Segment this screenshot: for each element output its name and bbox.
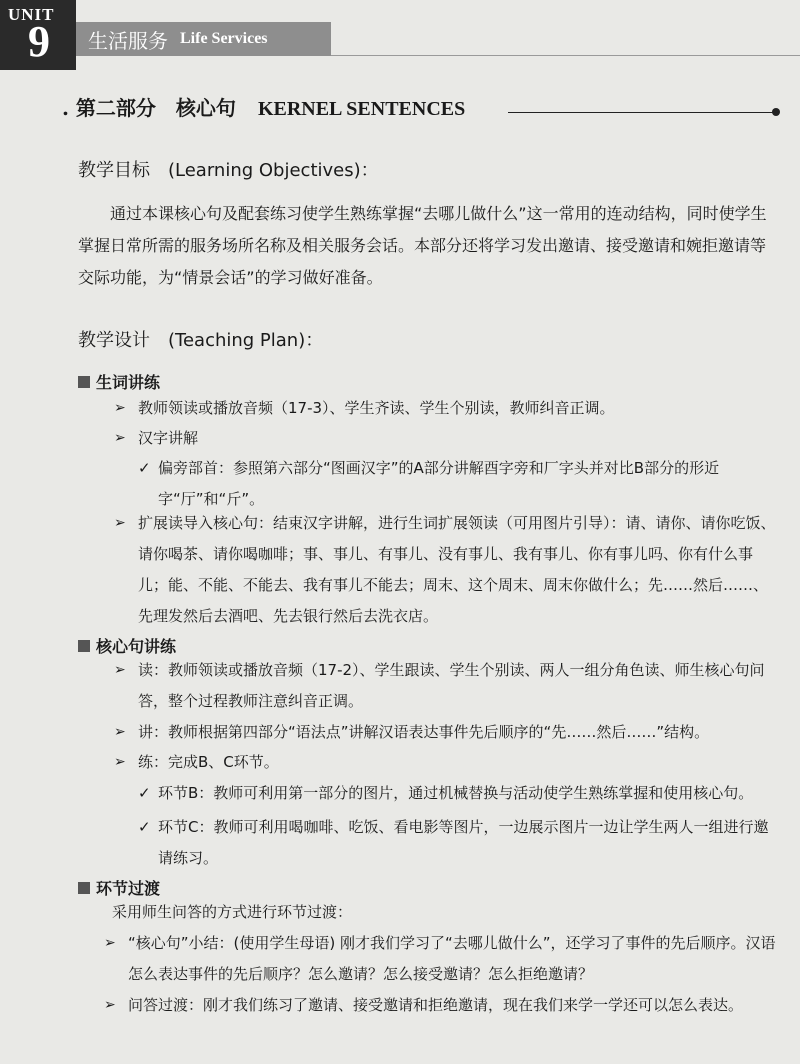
- list-item: [114, 393, 778, 424]
- list-item: [114, 508, 778, 632]
- header-divider: [331, 55, 800, 56]
- arrow-bullet-icon: ➢: [114, 430, 126, 446]
- transition-intro: 采用师生问答的方式进行环节过渡：: [112, 903, 353, 921]
- transition-bullet-1: “核心句”小结：(使用学生母语) 刚才我们学习了“去哪儿做什么”，还学习了事件的先后顺序。汉语怎么表达事件的先后顺序？怎么邀请？怎么接受邀请？怎么拒绝邀请？: [128, 934, 776, 983]
- kernel-bullet-2: 讲：教师根据第四部分“语法点”讲解汉语表达事件先后顺序的“先……然后……”结构。: [138, 723, 710, 741]
- list-item: [104, 990, 778, 1021]
- objectives-text: 通过本课核心句及配套练习使学生熟练掌握“去哪儿做什么”这一常用的连动结构，同时使学生掌握日常所需的服务场所名称及相关服务会话。本部分还将学习发出邀请、接受邀请和婉拒邀请等交际功能，为“情景会话”的学习做好准备。: [78, 204, 767, 287]
- plan-heading: 教学设计 (Teaching Plan)：: [78, 330, 324, 351]
- unit-number: 9: [28, 17, 50, 66]
- vocab-bullet-3: 扩展读导入核心句：结束汉字讲解，进行生词扩展领读（可用图片引导）：请、请你、请你吃饭、请你喝茶、请你喝咖啡；事、事儿、有事儿、没有事儿、我有事儿、你有事儿吗、你有什么事儿；能、不能、不能去、我有事儿不能去；周末、这个周末、周末你做什么；先……然后……、先理发然后去酒吧、先去银行然后去洗衣店。: [138, 514, 776, 625]
- vocab-heading-text: 生词讲练: [96, 373, 161, 392]
- square-bullet-icon: [78, 376, 90, 388]
- square-bullet-icon: [78, 640, 90, 652]
- vocab-check-1: 偏旁部首：参照第六部分“图画汉字”的A部分讲解酉字旁和厂字头并对比B部分的形近字“厅”和“斤”。: [158, 459, 720, 508]
- kernel-bullet-3: 练：完成B、C环节。: [138, 753, 279, 771]
- arrow-bullet-icon: ➢: [114, 724, 126, 740]
- objectives-heading: 教学目标 (Learning Objectives)：: [78, 160, 379, 181]
- checkmark-icon: ✓: [138, 818, 151, 836]
- list-item: [114, 423, 778, 454]
- arrow-bullet-icon: ➢: [114, 754, 126, 770]
- arrow-bullet-icon: ➢: [104, 997, 116, 1013]
- kernel-check-2: 环节C：教师可利用喝咖啡、吃饭、看电影等图片，一边展示图片一边让学生两人一组进行邀请练习。: [158, 818, 769, 867]
- chapter-band: [76, 22, 331, 56]
- arrow-bullet-icon: ➢: [114, 400, 126, 416]
- vocab-bullet-1: 教师领读或播放音频（17-3）、学生齐读、学生个别读，教师纠音正调。: [138, 399, 615, 417]
- list-item: [114, 717, 778, 748]
- kernel-heading-text: 核心句讲练: [96, 637, 177, 656]
- title-line-dot: [772, 108, 780, 116]
- list-item: [114, 747, 778, 778]
- square-bullet-icon: [78, 882, 90, 894]
- transition-heading-text: 环节过渡: [96, 879, 161, 898]
- section-title: [62, 92, 465, 121]
- checkmark-icon: ✓: [138, 459, 151, 477]
- list-item: [114, 655, 778, 717]
- checkmark-icon: ✓: [138, 784, 151, 802]
- chapter-title-en: Life Services: [180, 30, 268, 47]
- transition-bullet-2: 问答过渡：刚才我们练习了邀请、接受邀请和拒绝邀请，现在我们来学一学还可以怎么表达。: [128, 996, 744, 1014]
- unit-label: UNIT: [8, 5, 55, 24]
- kernel-bullet-1: 读：教师领读或播放音频（17-2）、学生跟读、学生个别读、两人一组分角色读、师生核心句问答，整个过程教师注意纠音正调。: [138, 661, 765, 710]
- section-title-en: KERNEL SENTENCES: [257, 98, 466, 120]
- list-item: [138, 812, 778, 874]
- kernel-check-1: 环节B：教师可利用第一部分的图片，通过机械替换与活动使学生熟练掌握和使用核心句。: [158, 784, 754, 802]
- transition-heading: [78, 876, 160, 899]
- arrow-bullet-icon: ➢: [104, 935, 116, 951]
- section-title-cn: . 第二部分 核心句: [62, 96, 236, 120]
- list-item: [138, 453, 778, 515]
- vocab-bullet-2: 汉字讲解: [138, 429, 199, 447]
- title-underline: [508, 112, 774, 113]
- arrow-bullet-icon: ➢: [114, 662, 126, 678]
- chapter-title-cn: 生活服务: [88, 28, 168, 53]
- unit-badge: [0, 0, 76, 70]
- vocab-heading: [78, 370, 160, 393]
- list-item: [138, 778, 778, 809]
- list-item: [104, 928, 778, 990]
- kernel-heading: [78, 634, 176, 657]
- arrow-bullet-icon: ➢: [114, 515, 126, 531]
